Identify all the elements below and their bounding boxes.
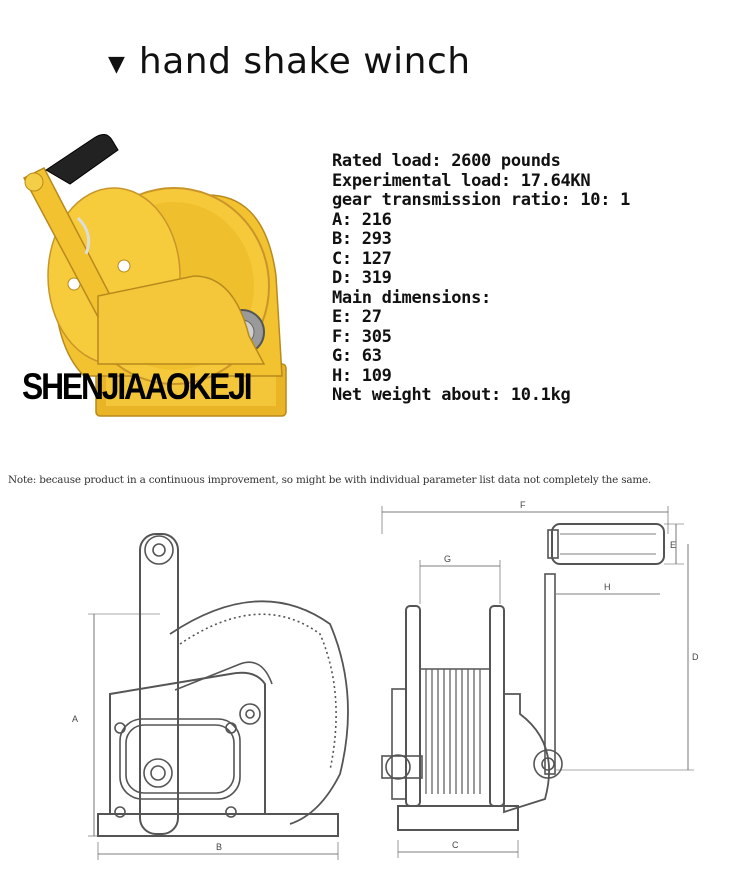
- side-view: [382, 506, 694, 858]
- spec-c: C: 127: [332, 248, 392, 269]
- spec-rated-load: Rated load: 2600 pounds: [332, 151, 561, 171]
- spec-net-weight: Net weight about: 10.1kg: [332, 385, 571, 405]
- spec-f: F: 305: [332, 326, 392, 347]
- spec-h: H: 109: [332, 365, 392, 386]
- spec-experimental-load: Experimental load: 17.64KN: [332, 170, 591, 191]
- dim-label-c: C: [452, 840, 459, 850]
- spec-b: B: 293: [332, 229, 392, 249]
- spec-a: A: 216: [332, 209, 392, 230]
- dim-label-h: H: [604, 582, 611, 592]
- spec-e: E: 27: [332, 307, 382, 327]
- spec-d: D: 319: [332, 268, 392, 288]
- dim-label-a: A: [72, 714, 79, 724]
- technical-drawing: [0, 494, 750, 870]
- dim-label-g: G: [444, 554, 452, 564]
- spec-main-dimensions: Main dimensions:: [332, 287, 491, 308]
- title-text: hand shake winch: [138, 40, 471, 82]
- brand-watermark: SHENJIAAOKEJI: [22, 366, 251, 407]
- spec-list: [332, 152, 630, 406]
- dim-label-e: E: [670, 540, 677, 550]
- page-title: [108, 38, 471, 84]
- front-view: [88, 534, 348, 860]
- dim-label-d: D: [692, 652, 699, 662]
- dim-label-f: F: [520, 500, 526, 510]
- triangle-down-icon: ▼: [108, 51, 125, 77]
- spec-gear-ratio: gear transmission ratio: 10: 1: [332, 190, 631, 210]
- dim-label-b: B: [216, 842, 223, 852]
- spec-g: G: 63: [332, 346, 382, 366]
- note-text: Note: because product in a continuous improvement, so might be with individual parameter list data not completely the same.: [8, 474, 652, 486]
